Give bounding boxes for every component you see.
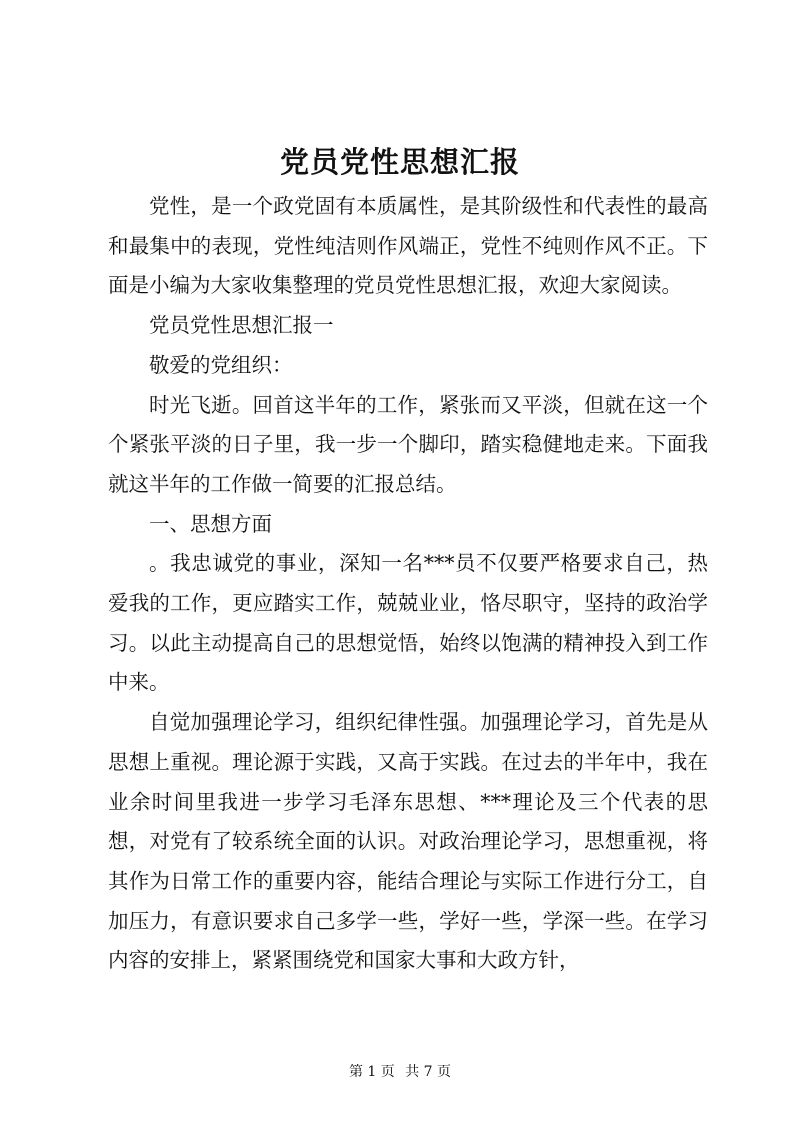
- document-title: 党员党性思想汇报: [279, 145, 520, 179]
- page-number: 第 1 页: [348, 1064, 395, 1080]
- body-paragraph: 时光飞逝。回首这半年的工作，紧张而又平淡，但就在这一个个紧张平淡的日子里，我一步一个脚印，踏实稳健地走来。下面我就这半年的工作做一简要的汇报总结。: [108, 392, 708, 496]
- body-paragraph: 自觉加强理论学习，组织纪律性强。加强理论学习，首先是从思想上重视。理论源于实践，又高于实践。在过去的半年中，我在业余时间里我进一步学习毛泽东思想、***理论及三个代表的思想，对党有了较系统全面的认识。对政治理论学习，思想重视，将其作为日常工作的重要内容，能结合理论与实际工作进行分工，自加压力，有意识要求自己多学一些，学好一些，学深一些。在学习内容的安排上，紧紧围绕党和国家大事和大政方针，: [108, 710, 708, 973]
- body-paragraph: 。我忠诚党的事业，深知一名***员不仅要严格要求自己，热爱我的工作，更应踏实工作，兢兢业业，恪尽职守，坚持的政治学习。以此主动提高自己的思想觉悟，始终以饱满的精神投入到工作中来。: [108, 551, 708, 695]
- intro-paragraph: 党性，是一个政党固有本质属性，是其阶级性和代表性的最高和最集中的表现，党性纯洁则作风端正，党性不纯则作风不正。下面是小编为大家收集整理的党员党性思想汇报，欢迎大家阅读。: [108, 194, 708, 298]
- page-total: 共 7 页: [405, 1064, 452, 1080]
- document-body: [108, 187, 708, 981]
- section-heading: 党员党性思想汇报一: [149, 313, 334, 338]
- salutation: 敬爱的党组织：: [149, 352, 293, 377]
- subsection-heading: 一、思想方面: [149, 511, 272, 536]
- page-footer: [0, 1062, 800, 1082]
